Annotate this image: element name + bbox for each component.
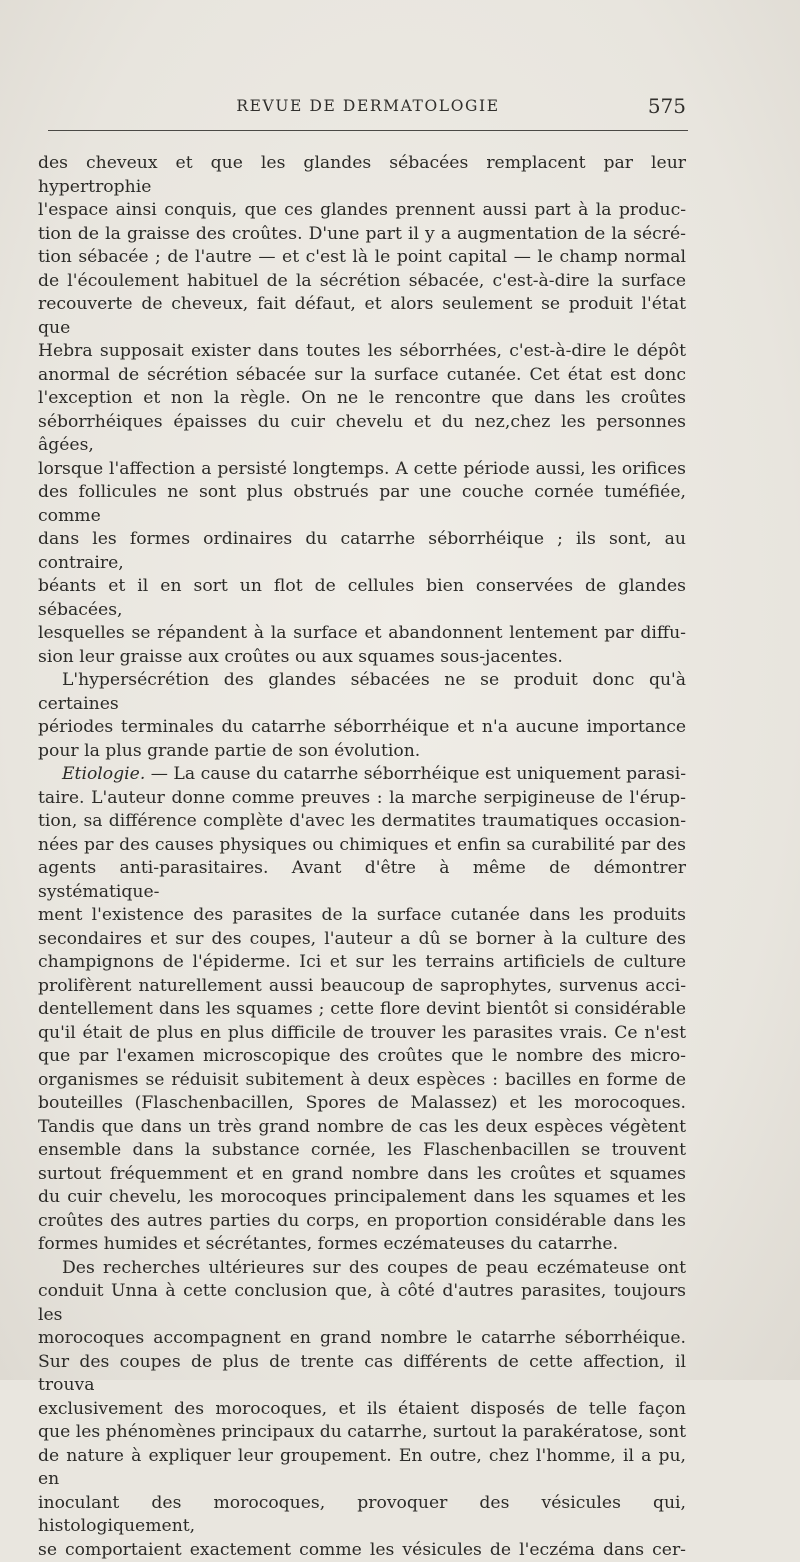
text-line: Des recherches ultérieures sur des coupes de peau eczémateuse ont: [38, 1257, 686, 1281]
section-label: Etiologie.: [62, 764, 145, 784]
text-span: — La cause du catarrhe séborrhéique est uniquement parasi-: [145, 764, 686, 784]
header-rule: [48, 130, 688, 131]
text-line: secondaires et sur des coupes, l'auteur a dû se borner à la culture des: [38, 928, 686, 952]
text-line: inoculant des morocoques, provoquer des vésicules qui, histologiquement,: [38, 1492, 686, 1539]
text-line: périodes terminales du catarrhe séborrhéique et n'a aucune importance: [38, 716, 686, 740]
text-line: lorsque l'affection a persisté longtemps. A cette période aussi, les orifices: [38, 458, 686, 482]
text-line: exclusivement des morocoques, et ils étaient disposés de telle façon: [38, 1398, 686, 1422]
text-line: des follicules ne sont plus obstrués par une couche cornée tuméfiée, comme: [38, 481, 686, 528]
text-line: anormal de sécrétion sébacée sur la surface cutanée. Cet état est donc: [38, 364, 686, 388]
text-line: [38, 763, 686, 787]
text-line: séborrhéiques épaisses du cuir chevelu et du nez,chez les personnes âgées,: [38, 411, 686, 458]
text-line: qu'il était de plus en plus difficile de trouver les parasites vrais. Ce n'est: [38, 1022, 686, 1046]
page-header: [48, 94, 688, 124]
text-line: de l'écoulement habituel de la sécrétion sébacée, c'est-à-dire la surface: [38, 270, 686, 294]
text-line: L'hypersécrétion des glandes sébacées ne se produit donc qu'à certaines: [38, 669, 686, 716]
paragraph: [38, 763, 686, 1257]
text-line: que les phénomènes principaux du catarrhe, surtout la parakératose, sont: [38, 1421, 686, 1445]
paragraph: [38, 669, 686, 763]
body-text: [38, 152, 686, 1562]
text-line: surtout fréquemment et en grand nombre dans les croûtes et squames: [38, 1163, 686, 1187]
text-line: morocoques accompagnent en grand nombre le catarrhe séborrhéique.: [38, 1327, 686, 1351]
text-line: dentellement dans les squames ; cette flore devint bientôt si considérable: [38, 998, 686, 1022]
text-line: que par l'examen microscopique des croûtes que le nombre des micro-: [38, 1045, 686, 1069]
text-line: dans les formes ordinaires du catarrhe séborrhéique ; ils sont, au contraire,: [38, 528, 686, 575]
page-number: 575: [648, 94, 686, 118]
text-line: Hebra supposait exister dans toutes les séborrhées, c'est-à-dire le dépôt: [38, 340, 686, 364]
text-line: recouverte de cheveux, fait défaut, et alors seulement se produit l'état que: [38, 293, 686, 340]
paragraph: [38, 152, 686, 669]
text-line: de nature à expliquer leur groupement. En outre, chez l'homme, il a pu, en: [38, 1445, 686, 1492]
text-line: champignons de l'épiderme. Ici et sur les terrains artificiels de culture: [38, 951, 686, 975]
text-line: se comportaient exactement comme les vésicules de l'eczéma dans cer-: [38, 1539, 686, 1562]
text-line: tion de la graisse des croûtes. D'une part il y a augmentation de la sécré-: [38, 223, 686, 247]
text-line: ensemble dans la substance cornée, les Flaschenbacillen se trouvent: [38, 1139, 686, 1163]
text-line: prolifèrent naturellement aussi beaucoup de saprophytes, survenus acci-: [38, 975, 686, 999]
text-line: agents anti-parasitaires. Avant d'être à même de démontrer systématique-: [38, 857, 686, 904]
text-line: l'espace ainsi conquis, que ces glandes prennent aussi part à la produc-: [38, 199, 686, 223]
text-line: des cheveux et que les glandes sébacées remplacent par leur hypertrophie: [38, 152, 686, 199]
text-line: lesquelles se répandent à la surface et abandonnent lentement par diffu-: [38, 622, 686, 646]
text-line: organismes se réduisit subitement à deux espèces : bacilles en forme de: [38, 1069, 686, 1093]
text-line: bouteilles (Flaschenbacillen, Spores de Malassez) et les morocoques.: [38, 1092, 686, 1116]
text-line: Tandis que dans un très grand nombre de cas les deux espèces végètent: [38, 1116, 686, 1140]
running-title: REVUE DE DERMATOLOGIE: [48, 97, 688, 115]
text-line: conduit Unna à cette conclusion que, à côté d'autres parasites, toujours les: [38, 1280, 686, 1327]
text-line: ment l'existence des parasites de la surface cutanée dans les produits: [38, 904, 686, 928]
text-line: tion sébacée ; de l'autre — et c'est là le point capital — le champ normal: [38, 246, 686, 270]
text-line: du cuir chevelu, les morocoques principalement dans les squames et les: [38, 1186, 686, 1210]
paragraph: [38, 1257, 686, 1562]
text-line: sion leur graisse aux croûtes ou aux squames sous-jacentes.: [38, 646, 686, 670]
text-line: croûtes des autres parties du corps, en proportion considérable dans les: [38, 1210, 686, 1234]
text-line: taire. L'auteur donne comme preuves : la marche serpigineuse de l'érup-: [38, 787, 686, 811]
text-line: tion, sa différence complète d'avec les dermatites traumatiques occasion-: [38, 810, 686, 834]
text-line: formes humides et sécrétantes, formes eczémateuses du catarrhe.: [38, 1233, 686, 1257]
text-line: béants et il en sort un flot de cellules bien conservées de glandes sébacées,: [38, 575, 686, 622]
text-line: pour la plus grande partie de son évolution.: [38, 740, 686, 764]
text-line: l'exception et non la règle. On ne le rencontre que dans les croûtes: [38, 387, 686, 411]
text-line: Sur des coupes de plus de trente cas différents de cette affection, il trouva: [38, 1351, 686, 1398]
text-line: nées par des causes physiques ou chimiques et enfin sa curabilité par des: [38, 834, 686, 858]
